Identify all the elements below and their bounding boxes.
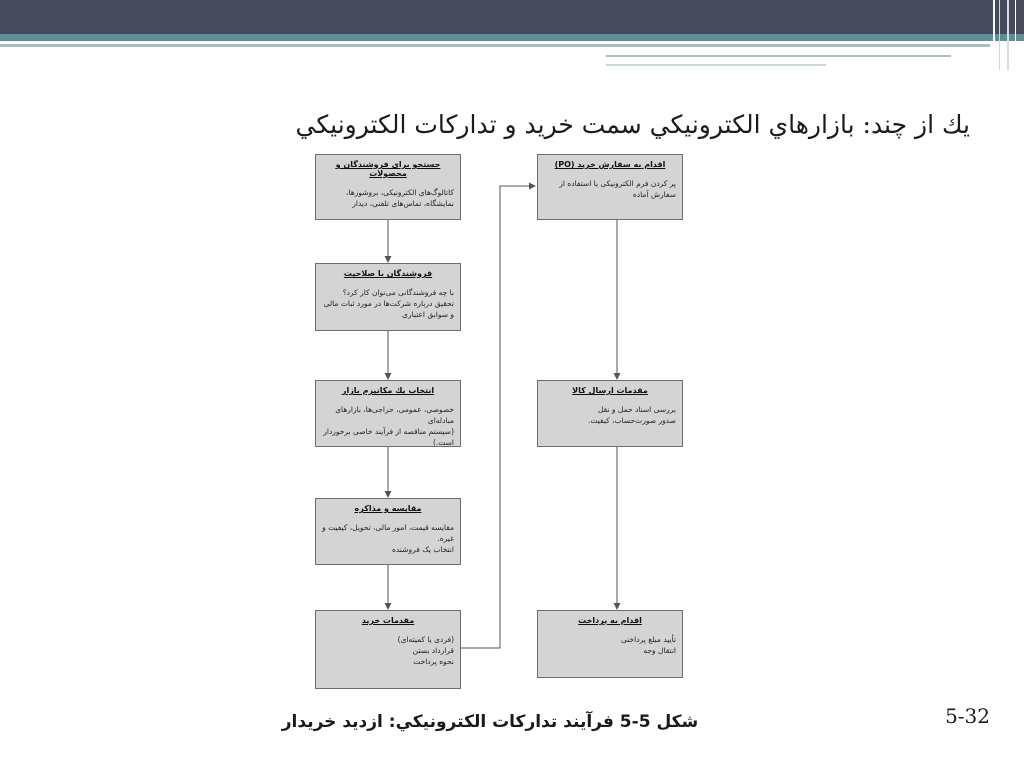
step-text: انتقال وجه bbox=[643, 646, 676, 655]
step-qualify-vendors bbox=[315, 263, 461, 331]
step-title: مقايسه و مذاكره bbox=[354, 504, 422, 513]
step-compare-negotiate bbox=[315, 498, 461, 565]
step-title: انتخاب يك مكانيزم بازار bbox=[341, 386, 435, 395]
slide-title: يك از چند: بازارهاي الكترونيكي سمت خريد و تداركات الكترونيكي bbox=[295, 110, 970, 139]
step-text: با چه فروشندگانى مى‌توان كار كرد؟ bbox=[342, 288, 454, 297]
step-text: مقايسه قيمت، امور مالى، تحويل، كيفيت و غيره. bbox=[322, 523, 454, 543]
step-text: قرارداد بستن bbox=[412, 646, 454, 655]
step-title: اقدام به پرداخت bbox=[578, 616, 642, 625]
step-shipping-preliminaries bbox=[537, 380, 683, 447]
step-text: خصوصى، عمومى، حراجى‌ها، بازارهاى مبادله‌اى bbox=[335, 405, 454, 425]
step-text: تحقيق درباره شركت‌ها در مورد ثبات مالى bbox=[323, 299, 454, 308]
step-purchase-order bbox=[537, 154, 683, 220]
step-select-market-mechanism bbox=[315, 380, 461, 447]
step-text: بررسى اسناد حمل و نقل bbox=[597, 405, 676, 414]
step-text: نحوه پرداخت bbox=[413, 657, 454, 666]
slide-number: 5-32 bbox=[945, 704, 990, 728]
step-text: (سيستم مناقصه از فرآيند خاصى برخوردار است.) bbox=[323, 427, 454, 447]
step-payment bbox=[537, 610, 683, 678]
figure-caption: شكل 5-5 فرآيند تداركات الكترونيكي: ازديد خريدار bbox=[281, 712, 699, 732]
step-text: صدور صورت‌حساب، كيفيت. bbox=[588, 416, 676, 425]
step-title: جستجو براى فروشندگان و محصولات bbox=[335, 160, 441, 178]
step-search-vendors bbox=[315, 154, 461, 220]
step-text: (فردى يا كميته‌اى) bbox=[397, 635, 454, 644]
step-text: نمايشگاه، تماس‌هاى تلفنى، ديدار bbox=[352, 199, 454, 208]
arrow-step5-to-order bbox=[461, 186, 535, 648]
step-text: و سوابق اعتبارى bbox=[402, 310, 454, 319]
step-title: اقدام به سفارش خريد (PO) bbox=[554, 160, 666, 169]
step-text: كاتالوگ‌هاى الكترونيكى، بروشورها، bbox=[346, 188, 454, 197]
step-title: مقدمات ارسال كالا bbox=[572, 386, 648, 395]
step-text: پر كردن فرم الكترونيكى يا استفاده از سفارش آماده bbox=[559, 179, 676, 199]
step-purchase-preliminaries bbox=[315, 610, 461, 689]
step-title: فروشندگان با صلاحيت bbox=[343, 269, 433, 278]
step-text: انتخاب يک فروشنده bbox=[392, 545, 454, 554]
step-text: تأييد مبلغ پرداختى bbox=[621, 635, 676, 644]
step-title: مقدمات خريد bbox=[361, 616, 415, 625]
